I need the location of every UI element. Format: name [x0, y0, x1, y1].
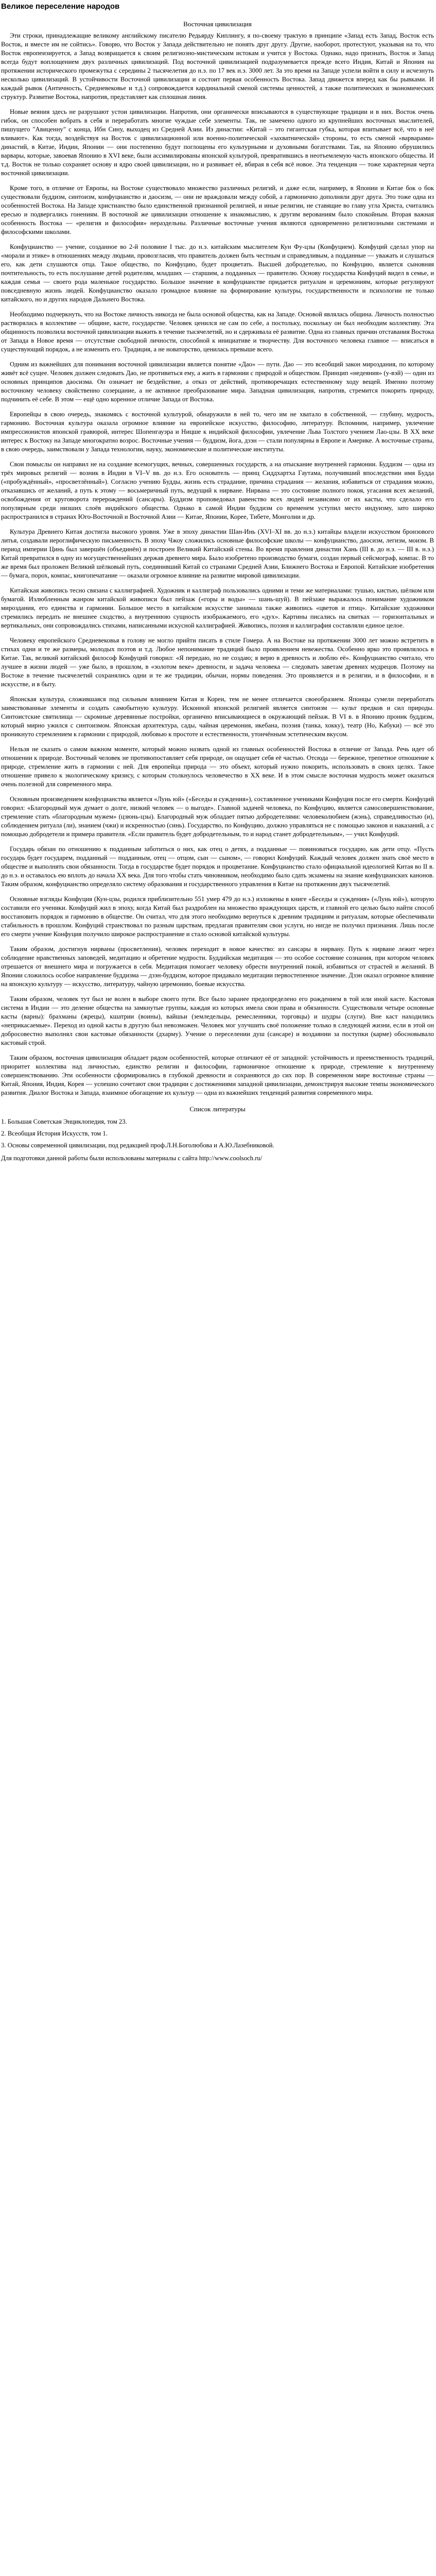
paragraph: Основные взгляды Конфуция (Кун-цзы, родился приблизительно 551 умер 479 до н.э.) изложены в книге «Беседы и суждения» («Лунь юй»), которую составили его ученики. Конфуций жил в эпоху, когда Китай был раздроблен на множество враждующих царств, и главной его целью было найти способ восстановить порядок и гармонию в обществе. Он считал, что для этого необходимо вернуться к древним традициям и ритуалам, которые обеспечивали стабильность в прошлом. Конфуций странствовал по разным царствам, предлагая правителям свои услуги, но нигде не получил признания. Лишь после его смерти учение Конфуция получило широкое распространение и стало основой китайской культуры. [1, 895, 434, 938]
references-list [1, 1117, 434, 1150]
paragraph: Новые веяния здесь не разрушают устои цивилизации. Напротив, они органически вписываются в существующие традиции и в них. Восток очень гибок, он способен вобрать в себя и переработать многие чуждые себе элементы. Так, не замечено одного из крупнейших восточных мыслителей, пишущего "Авиценну" с конца, Ибн Сину, выходец из Средней Азии. Из династии: «Китай – это гигантская губка, которая впитывает всё, что в неё вливают». Как тогда, воздействуя на Восток с цивилизационной или военно-политической «захватнической» стороны, то есть сменой «варварами» династий, в Китае, Индии, Японии — они постепенно будут поглощены его культурными и духовными богатствами. Так, на Японию обрушились варвары, которые, завоевав Японию в XVI веке, были ассимилированы японской культурой, превратившись в неотъемлемую часть японского общества. И т.д. Восток не только сохраняет основу и ядро своей цивилизации, но и развивает её, вбирая в себя всё новое. Эта тенденция — тоже характерная черта восточной цивилизации. [1, 108, 434, 177]
paragraph: Государь обязан по отношению к подданным заботиться о них, как отец о детях, а подданные — повиноваться государю, как дети отцу. «Пусть государь будет государем, подданный — подданным, отец — отцом, сын — сыном», — говорил Конфуций. Каждый человек должен знать своё место в обществе и выполнять свои обязанности. Тогда в государстве будет порядок и процветание. Конфуцианство стало официальной идеологией Китая во II в. до н.э. и оставалось ею вплоть до начала XX века. Для того чтобы стать чиновником, необходимо было сдать экзамены на знание конфуцианских канонов. Таким образом, конфуцианство определяло систему образования и государственного управления в Китае на протяжении двух тысячелетий. [1, 845, 434, 888]
document-page [0, 0, 436, 1168]
paragraph: Европейцы в свою очередь, знакомясь с восточной культурой, обнаружили в ней то, чего им не хватало в собственной, — глубину, мудрость, гармонию. Восточная культура оказала огромное влияние на европейское искусство, философию, литературу. Вспомним, например, увлечение импрессионистов японской гравюрой, интерес Шопенгауэра и Ницше к индийской философии, увлечение Льва Толстого учением Лао-цзы. В XX веке интерес к Востоку на Западе многократно возрос. Восточные учения — буддизм, йога, дзэн — стали популярны в Европе и Америке. А восточные страны, в свою очередь, заимствовали у Запада технологии, науку, экономические и политические институты. [1, 411, 434, 453]
paragraph: Нельзя не сказать о самом важном моменте, который можно назвать одной из главных особенностей Востока в отличие от Запада. Речь идет об отношении к природе. Восточный человек не противопоставляет себя природе, он ощущает себя её частью. Отсюда — бережное, трепетное отношение к природе, стремление жить в гармонии с ней. Для европейца природа — это объект, который нужно покорить, использовать в своих целях. Такое отношение привело к экологическому кризису, с которым столкнулось человечество в XX веке. И в этом смысле восточная мудрость может оказаться очень полезной для современного мира. [1, 745, 434, 788]
reference-item: 3. Основы современной цивилизации, под редакцией проф.Л.Н.Боголюбова и А.Ю.Лазебниковой. [1, 1142, 274, 1149]
paragraph: Таким образом, человек тут был не волен в выборе своего пути. Все было заранее предопределено его рождением в той или иной касте. Кастовая система в Индии — это деление общества на замкнутые группы, каждая из которых имела свои права и обязанности. Существовали четыре основные касты (варны): брахманы (жрецы), кшатрии (воины), вайшьи (земледельцы, ремесленники, торговцы) и шудры (слуги). Вне каст находились «неприкасаемые». Переход из одной касты в другую был невозможен. Человек мог улучшить своё положение только в следующей жизни, если в этой он добросовестно выполнял свои кастовые обязанности (дхарму). Учение о переселении душ (сансаре) и воздаянии за поступки (карме) обосновывало кастовый строй. [1, 995, 434, 1046]
paragraph: Таким образом, восточная цивилизация обладает рядом особенностей, которые отличают её от западной: устойчивость и преемственность традиций, приоритет коллектива над личностью, единство религии и философии, гармоничное отношение к природе, стремление к внутреннему совершенствованию. Эти особенности сформировались в глубокой древности и сохраняются до сих пор. В современном мире восточные страны — Китай, Япония, Индия, Корея — успешно сочетают свои традиции с достижениями западной цивилизации, демонстрируя высокие темпы экономического развития. Диалог Востока и Запада, взаимное обогащение их культур — одна из важнейших тенденций развития современного мира. [1, 1054, 434, 1096]
paragraph: Основным произведением конфуцианства является «Лунь юй» («Беседы и суждения»), составленное учениками Конфуция после его смерти. Конфуций говорил: «Благородный муж думает о долге, низкий человек — о выгоде». Главной задачей человека, по Конфуцию, является самосовершенствование, стремление стать «благородным мужем» (цзюнь-цзы). Благородный муж обладает пятью добродетелями: человеколюбием (жэнь), справедливостью (и), соблюдением ритуала (ли), знанием (чжи) и искренностью (синь). Государство, по Конфуцию, должно управляться не с помощью законов и наказаний, а с помощью добродетели и примера правителя. «Если правитель будет добродетельным, то и народ станет добродетельным», — учил Конфуций. [1, 795, 434, 838]
paragraph: Таким образом, достигнув нирваны (просветления), человек переходит в новое качество: из сансары в нирвану. Путь к нирване лежит через соблюдение нравственных заповедей, медитацию и обретение мудрости. Буддийская медитация — это особое состояние сознания, при котором человек отрешается от внешнего мира и погружается в себя. Медитация помогает человеку обрести внутренний покой, избавиться от страстей и желаний. В Японии сложилось особое направление буддизма — дзэн-буддизм, которое придавало медитации первостепенное значение. Дзэн оказал огромное влияние на японскую культуру — искусство, литературу, чайную церемонию, боевые искусства. [1, 945, 434, 988]
paragraph: Культура Древнего Китая достигла высокого уровня. Уже в эпоху династии Шан-Инь (XVI–XI вв. до н.э.) китайцы владели искусством бронзового литья, создавали иероглифическую письменность. В эпоху Чжоу сложились основные философские школы — конфуцианство, даосизм, легизм, моизм. В период империи Цинь был завершён (объединён) и построен Великий Китайский стены. Во время правления династии Хань (III в. до н.э. — III в. н.э.) Китай превратился в одну из могущественнейших держав древнего мира. Было изобретено производство бумаги, создан первый сейсмограф, компас. В то же время был проложен Великий шёлковый путь, соединивший Китай со странами Средней Азии, Ближнего Востока и Европой. Китайские изобретения — бумага, порох, компас, книгопечатание — оказали огромное влияние на развитие мировой цивилизации. [1, 528, 434, 579]
document-title: Великое переселение народов [1, 2, 120, 11]
body-text [1, 31, 434, 1097]
reference-item: 1. Большая Советская Энциклопедия, том 23. [1, 1118, 127, 1125]
paragraph: Японская культура, сложившаяся под сильным влиянием Китая и Кореи, тем не менее отличается своеобразием. Японцы сумели переработать заимствованные элементы и создать самобытную культуру. Исконной японской религией является синтоизм — культ предков и сил природы. Синтоистские святилища — скромные деревянные постройки, органично вписывающиеся в окружающий пейзаж. В VI в. в Японию проник буддизм, который мирно ужился с синтоизмом. Японская архитектура, сады, чайная церемония, икебана, поэзия (танка, хокку), театр (Но, Кабуки) — всё это проникнуто стремлением к гармонии с природой, любовью к простоте и естественности, утончённым эстетическим вкусом. [1, 696, 434, 738]
paragraph: Эти строки, принадлежащие великому английскому писателю Редьярду Киплингу, я по-своему трактую в принципе «Запад есть Запад, Восток есть Восток, и вместе им не сойтись». Говорю, что Восток у Запада действительно не понять друг другу. Другие, наоборот, протестуют, указывая на то, что Восток европеизируется, а Запад возвращается к своим религиозно-мистическим истокам и учится у Востока. Однако, надо признать, Восток и Запад всегда будут воплощением двух различных цивилизаций. Под восточной цивилизацией подразумевается прежде всего Индия, Китай и Япония на протяжении исторического промежутка с середины 2 тысячелетия до н.э. по 17 век н.э. 3000 лет. За это время на Западе успели войти в силу и исчезнуть несколько цивилизаций. В устойчивости Восточной цивилизации и состоит первая особенность Востока. Запад движется вперед как бы рывками. И каждый рывок (Античность, Средневековье и т.д.) сопровождается кардинальной сменой системы ценностей, а также политических и экономических структур. Развитие Востока, напротив, представляет как сплошная линия. [1, 32, 434, 100]
reference-item: 2. Всеобщая История Искусств, том 1. [1, 1130, 108, 1137]
references-title: Список литературы [189, 1105, 246, 1113]
paragraph: Китайская живопись тесно связана с каллиграфией. Художник и каллиграф пользовались одними и теми же материалами: тушью, кистью, шёлком или бумагой. Излюбленным жанром китайской живописи был пейзаж («горы и воды» — шань-шуй). В пейзаже выражалось понимание художником мироздания, его единства и гармонии. Большое место в китайском искусстве занимала также живопись «цветов и птиц». Китайские художники стремились передать не внешнее сходство, а внутреннюю сущность изображаемого, его «дух». Картины писались на свитках — горизонтальных и вертикальных, они сопровождались стихами, написанными искусной каллиграфией. Живопись, поэзия и каллиграфия составляли единое целое. [1, 587, 434, 629]
paragraph: Кроме того, в отличие от Европы, на Востоке существовало множество различных религий, и даже если, например, в Японии и Китае бок о бок существовали буддизм, синтоизм, конфуцианство и даосизм, — они не враждовали между собой, а гармонично дополняли друг друга. Это тоже одна из особенностей Востока. На Западе христианство было единственной признанной религией, и иные религии, не ставящие во главу угла Христа, считались ересью и подвергались гонениям. В восточной же цивилизации отношение к инакомыслию, к другим верованиям было спокойным. Вторая важная особенность Востока — «религия и философия» нераздельны. Различные восточные учения являются одновременно религиозными системами и философскими школами. [1, 184, 434, 235]
source-note: Для подготовки данной работы были использованы материалы с сайта http://www.coolsoch.ru/ [1, 1155, 263, 1162]
paragraph: Конфуцианство — учение, созданное во 2-й половине I тыс. до н.э. китайским мыслителем Кун Фу-цзы (Конфуцием). Конфуций сделал упор на «морали и этике» в отношениях между людьми, провозгласив, что правитель должен быть честным и справедливым, а подданные — уважать и слушаться его, как дети слушаются отца. Такое общество, по Конфуцию, будет процветать. Высшей добродетелью, по Конфуцию, является сыновняя почтительность, то есть послушание детей родителям, младших — старшим, а подданных — правителю. Основу государства Конфуций видел в семье, и каждая семья — своего рода маленькое государство. Большое значение в конфуцианстве придается ритуалам и церемониям, которые регулируют повседневную жизнь людей. Конфуцианство оказало громадное влияние на формирование культуры, государственности и психологии не только китайского, но и других народов Дальнего Востока. [1, 243, 434, 303]
paragraph: Свои помыслы он направил не на создание всемогущих, вечных, совершенных государств, а на отыскание внутренней гармонии. Буддизм — одна из трёх мировых религий — возник в Индии в VI–V вв. до н.э. Его основатель — принц Сиддхартха Гаутама, получивший впоследствии имя Будда («пробуждённый», «просветлённый»). Согласно учению Будды, жизнь есть страдание, причина страдания — желания, избавиться от страдания можно, отказавшись от желаний, а путь к этому — восьмеричный путь, ведущий к нирване. Нирвана — это состояние полного покоя, угасания всех желаний, освобождения от круговорота перерождений (сансары). Буддизм проповедовал равенство всех людей независимо от их касты, что сделало его популярным среди низших слоёв индийского общества. Однако в самой Индии буддизм со временем уступил место индуизму, зато широко распространился в странах Юго-Восточной и Восточной Азии — Китае, Японии, Корее, Тибете, Монголии и др. [1, 461, 434, 520]
paragraph: Необходимо подчеркнуть, что на Востоке личность никогда не была основой общества, как на Западе. Основой являлась община. Личность полностью растворялась в коллективе — общине, касте, государстве. Человек ценился не сам по себе, а постольку, поскольку он был необходим коллективу. Эта общинность позволила восточной цивилизации выжить в течение тысячелетий, но и сдерживала её развитие. Одна из главных причин отставания Востока от Запада в Новое время — отсутствие свободной личности, способной к инициативе и творчеству. Для восточного человека главное — вписаться в существующий порядок, а не изменить его. Традиция, а не новаторство, ценилась превыше всего. [1, 311, 434, 353]
section-title: Восточная цивилизация [183, 20, 252, 28]
paragraph: Одним из важнейших для понимания восточной цивилизации является понятие «Дао» — пути. Дао — это всеобщий закон мироздания, по которому живёт всё сущее. Человек должен следовать Дао, не противиться ему, а жить в гармонии с природой и обществом. Принцип «недеяния» (у-вэй) — один из основных принципов даосизма. Он означает не бездействие, а отказ от действий, противоречащих естественному ходу вещей. Именно поэтому восточному человеку свойственно созерцание, а не активное преобразование мира. Западная цивилизация, напротив, стремится покорить природу, подчинить её себе. В этом — ещё одно коренное отличие Запада от Востока. [1, 361, 434, 403]
paragraph: Человеку европейского Средневековья в голову не могло прийти писать в стиле Гомера. А на Востоке на протяжении 3000 лет можно встретить в стихах одни и те же размеры, молодых поэтов и т.д. Любое непонимание традиций было проявлением невежества. Особенно ярко это проявлялось в Китае. Так, великий китайский философ Конфуций говорил: «Я передаю, но не создаю; я верю в древность и люблю её». Конфуцианство считало, что лучшее в жизни людей — уже было, в прошлом, в «золотом веке» древности, и задача человека — следовать заветам древних мудрецов. Поэтому на Востоке в течение тысячелетий сохранялись одни и те же традиции, обычаи, нормы поведения. Это проявляется и в религии, и в философии, и в искусстве, и в быту. [1, 637, 434, 688]
